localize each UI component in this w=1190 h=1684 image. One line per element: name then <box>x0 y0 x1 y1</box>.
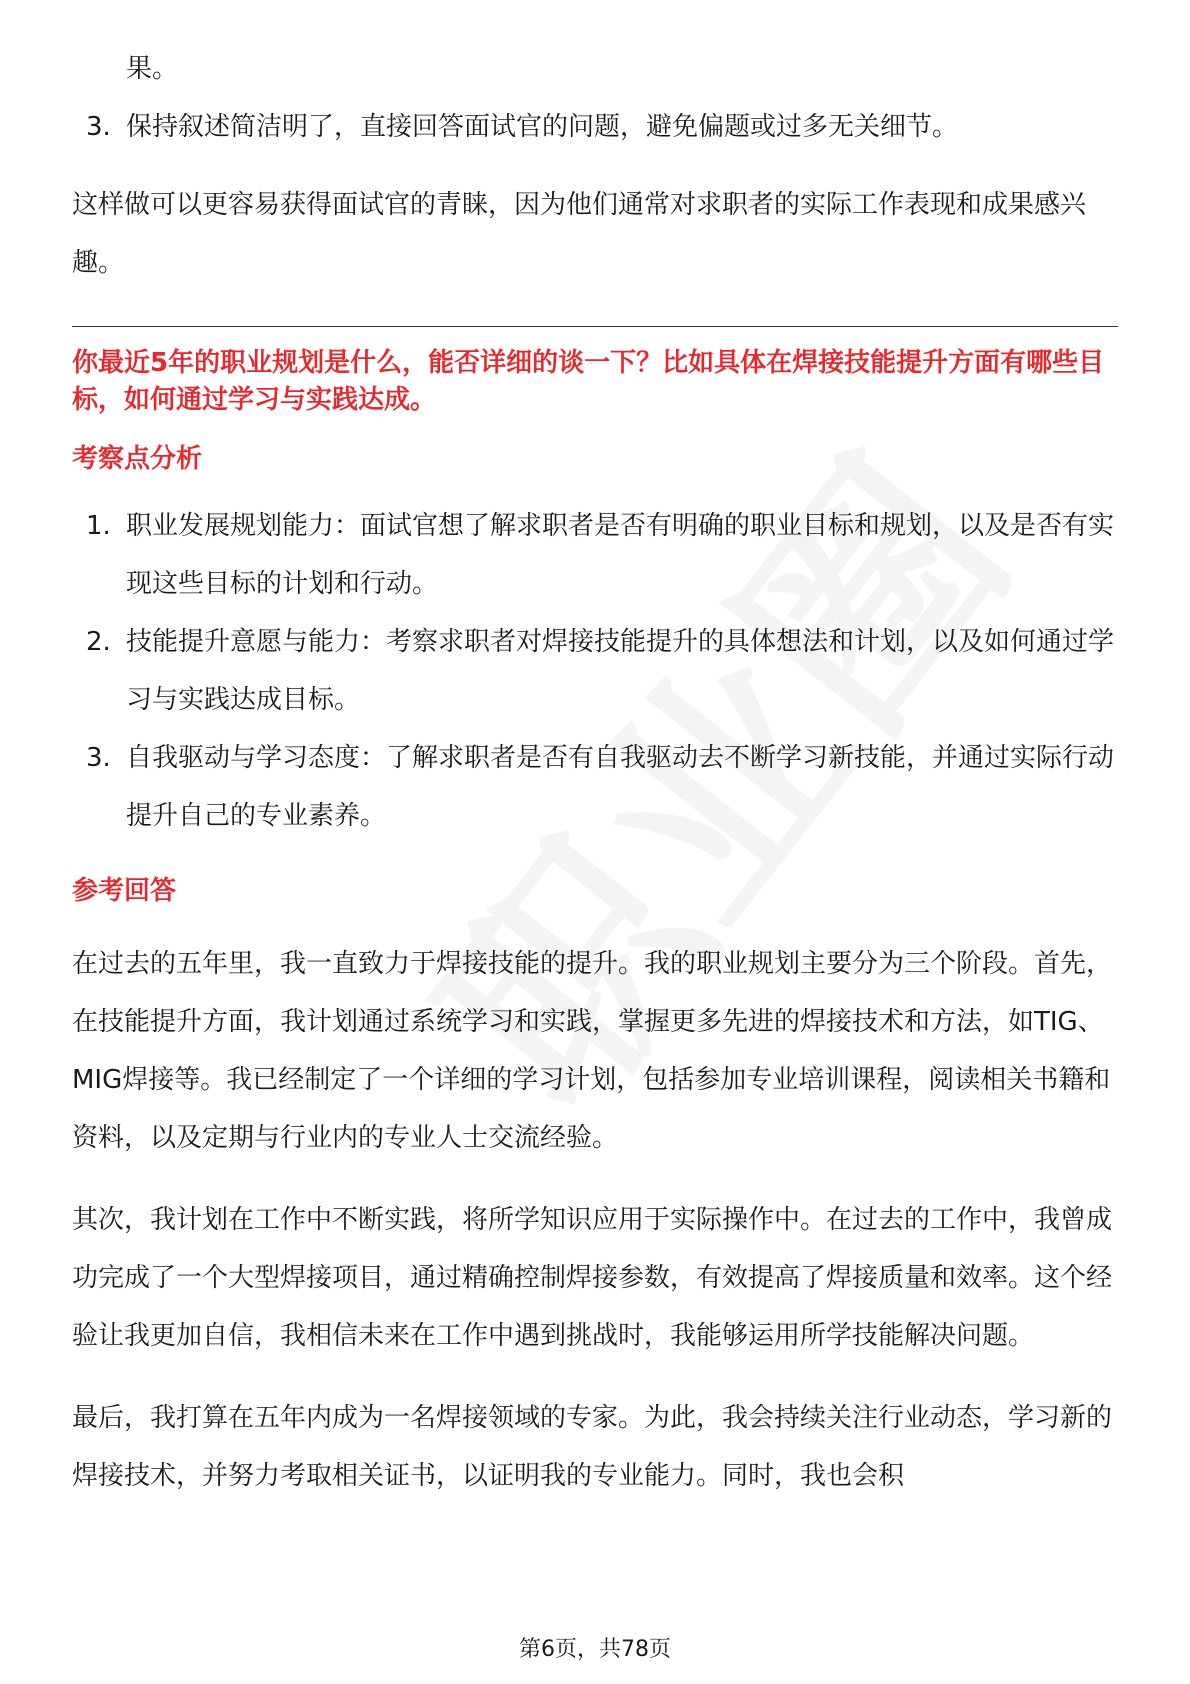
summary-paragraph: 这样做可以更容易获得面试官的青睐，因为他们通常对求职者的实际工作表现和成果感兴趣。 <box>72 190 1087 278</box>
list-item-continuation <box>72 40 1118 98</box>
list-item <box>72 497 1118 613</box>
list-item-text: 保持叙述简洁明了，直接回答面试官的问题，避免偏题或过多无关细节。 <box>126 112 959 142</box>
list-item-text: 技能提升意愿与能力：考察求职者对焊接技能提升的具体想法和计划，以及如何通过学习与实践达成目标。 <box>126 627 1115 715</box>
answer-paragraph: 其次，我计划在工作中不断实践，将所学知识应用于实际操作中。在过去的工作中，我曾成功完成了一个大型焊接项目，通过精确控制焊接参数，有效提高了焊接质量和效率。这个经验让我更加自信，我相信未来在工作中遇到挑战时，我能够运用所学技能解决问题。 <box>72 1205 1113 1351</box>
analysis-heading: 考察点分析 <box>72 444 203 474</box>
list-item-number: 1. <box>86 511 111 541</box>
list-item-number: 2. <box>86 627 111 657</box>
list-item <box>72 98 1118 156</box>
analysis-list <box>72 497 1118 845</box>
answer-paragraph: 最后，我打算在五年内成为一名焊接领域的专家。为此，我会持续关注行业动态，学习新的焊接技术，并努力考取相关证书，以证明我的专业能力。同时，我也会积 <box>72 1403 1113 1491</box>
list-item-text: 果。 <box>126 54 179 84</box>
list-item-text: 自我驱动与学习态度：了解求职者是否有自我驱动去不断学习新技能，并通过实际行动提升自己的专业素养。 <box>126 743 1115 831</box>
list-item-number: 3. <box>86 743 111 773</box>
list-item-number: 3. <box>86 112 111 142</box>
answer-paragraph: 在过去的五年里，我一直致力于焊接技能的提升。我的职业规划主要分为三个阶段。首先，在技能提升方面，我计划通过系统学习和实践，掌握更多先进的焊接技术和方法，如TIG、MIG焊接等。我已经制定了一个详细的学习计划，包括参加专业培训课程，阅读相关书籍和资料，以及定期与行业内的专业人士交流经验。 <box>72 949 1113 1153</box>
list-item <box>72 729 1118 845</box>
answer-heading: 参考回答 <box>72 876 177 906</box>
list-item-text: 职业发展规划能力：面试官想了解求职者是否有明确的职业目标和规划，以及是否有实现这些目标的计划和行动。 <box>126 511 1115 599</box>
document-page <box>72 0 1118 1505</box>
question-heading: 你最近5年的职业规划是什么，能否详细的谈一下？比如具体在焊接技能提升方面有哪些目标，如何通过学习与实践达成。 <box>72 348 1105 415</box>
list-item <box>72 613 1118 729</box>
page-number-footer: 第6页，共78页 <box>519 1637 671 1662</box>
